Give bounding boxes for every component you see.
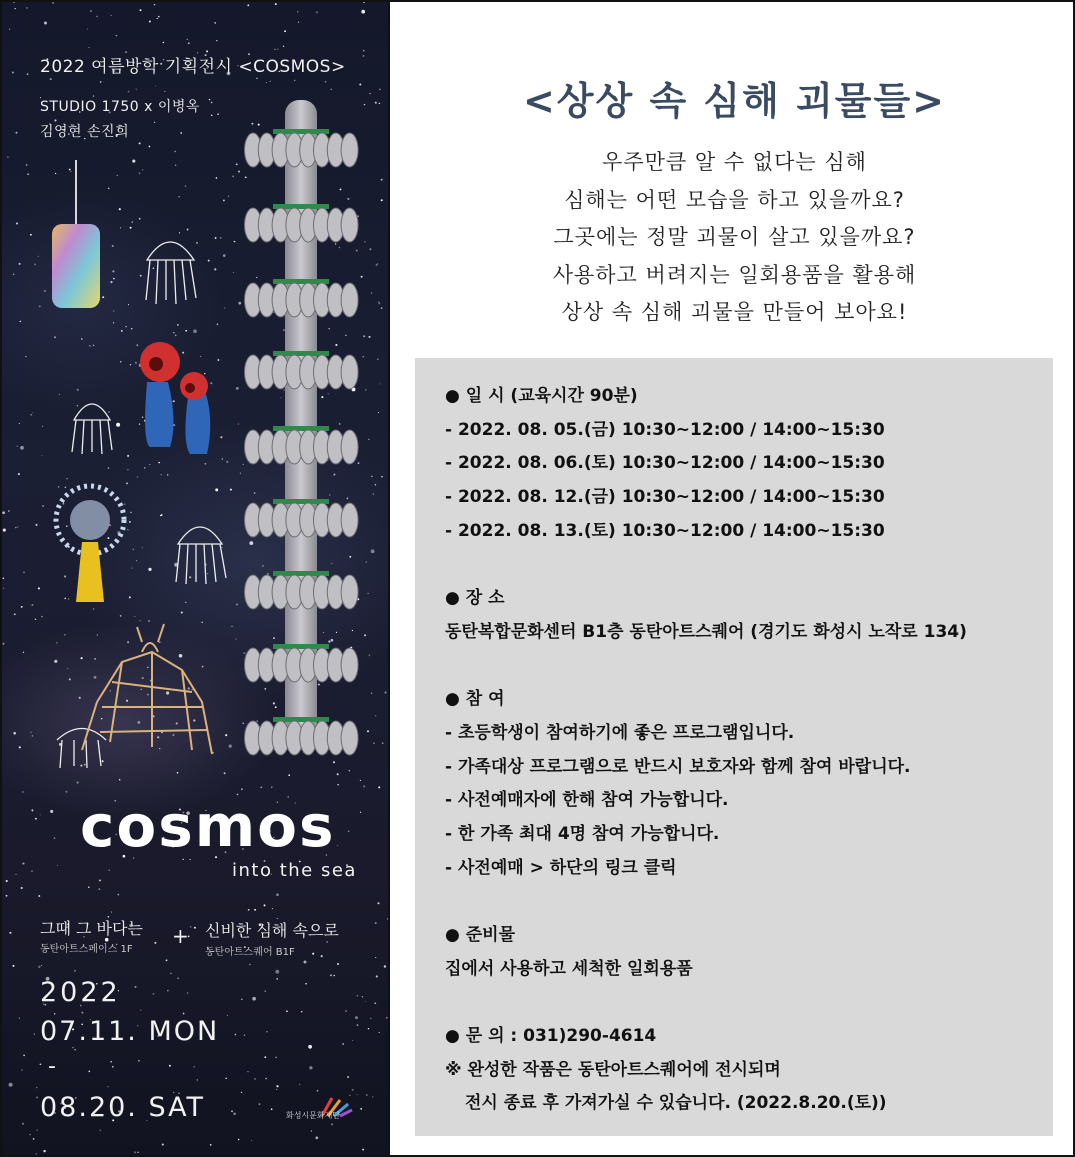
poster-title: cosmos <box>80 792 336 860</box>
spacer <box>445 548 1053 582</box>
schedule-item: - 2022. 08. 05.(금) 10:30~12:00 / 14:00~15:30 <box>445 419 885 440</box>
schedule-item: - 2022. 08. 13.(토) 10:30~12:00 / 14:00~15:30 <box>445 520 885 541</box>
spacer <box>445 650 1053 684</box>
poster-plus: + <box>172 924 189 948</box>
intro-line: 심해는 어떤 모습을 하고 있을까요? <box>564 187 905 212</box>
poster-end-date: 08.20. SAT <box>40 1092 205 1123</box>
spacer <box>445 885 1053 919</box>
materials-text: 집에서 사용하고 세척한 일회용품 <box>445 958 693 979</box>
poster-exhibition-2: 신비한 심해 속으로 <box>205 921 339 940</box>
materials-heading: ● 준비물 <box>445 925 516 945</box>
participation-item: - 초등학생이 참여하기에 좋은 프로그램입니다. <box>445 722 795 743</box>
poster-exhibition-2-location: 동탄아트스퀘어 B1F <box>205 947 295 958</box>
program-panel <box>388 2 1075 1157</box>
program-title: <상상 속 심해 괴물들> <box>522 79 947 123</box>
blue-figures <box>140 342 210 454</box>
place-text: 동탄복합문화센터 B1층 동탄아트스퀘어 (경기도 화성시 노작로 134) <box>445 621 967 642</box>
schedule-item: - 2022. 08. 06.(토) 10:30~12:00 / 14:00~15:30 <box>445 453 885 474</box>
spacer <box>445 986 1053 1020</box>
poster-start-date: 07.11. MON <box>40 1016 220 1047</box>
info-box <box>415 358 1053 1136</box>
participation-item: - 사전예매자에 한해 참여 가능합니다. <box>445 790 729 811</box>
intro-line: 그곳에는 정말 괴물이 살고 있을까요? <box>553 225 916 249</box>
schedule-heading: ● 일 시 (교육시간 90분) <box>445 386 638 406</box>
poster-exhibit-title: 2022 여름방학 기획전시 <COSMOS> <box>40 57 346 77</box>
poster-studio: STUDIO 1750 x 이병옥 <box>40 99 200 115</box>
poster-year: 2022 <box>40 977 121 1008</box>
participation-item: - 가족대상 프로그램으로 반드시 보호자와 함께 참여 바랍니다. <box>445 756 911 777</box>
participation-heading: ● 참 여 <box>445 689 505 710</box>
yellow-coral <box>56 486 124 602</box>
poster-foundation: 화성시문화재단 <box>286 1111 341 1120</box>
poster-exhibition-1-location: 동탄아트스페이스 1F <box>40 944 133 955</box>
lamp-sculpture <box>52 224 100 308</box>
program-intro <box>390 144 1075 332</box>
poster-artists: 김영현 손진희 <box>40 124 130 140</box>
intro-line: 우주만큼 알 수 없다는 심해 <box>602 150 867 174</box>
intro-line: 상상 속 심해 괴물을 만들어 보아요! <box>561 300 908 324</box>
note-line: 전시 종료 후 가져가실 수 있습니다. (2022.8.20.(토)) <box>465 1093 887 1114</box>
participation-item: - 한 가족 최대 4명 참여 가능합니다. <box>445 823 720 844</box>
poster-exhibition-1: 그때 그 바다는 <box>40 919 143 938</box>
exhibition-poster <box>2 2 388 1157</box>
participation-item: - 사전예매 > 하단의 링크 클릭 <box>445 857 677 878</box>
contact-line: ● 문 의 : 031)290-4614 <box>445 1026 657 1047</box>
note-line: ※ 완성한 작품은 동탄아트스퀘어에 전시되며 <box>445 1059 781 1080</box>
schedule-item: - 2022. 08. 12.(금) 10:30~12:00 / 14:00~15:30 <box>445 487 885 508</box>
intro-line: 사용하고 버려지는 일회용품을 활용해 <box>552 262 917 287</box>
poster-subtitle: into the sea <box>232 860 357 881</box>
poster-date-dash: - <box>48 1054 56 1079</box>
place-heading: ● 장 소 <box>445 588 505 609</box>
